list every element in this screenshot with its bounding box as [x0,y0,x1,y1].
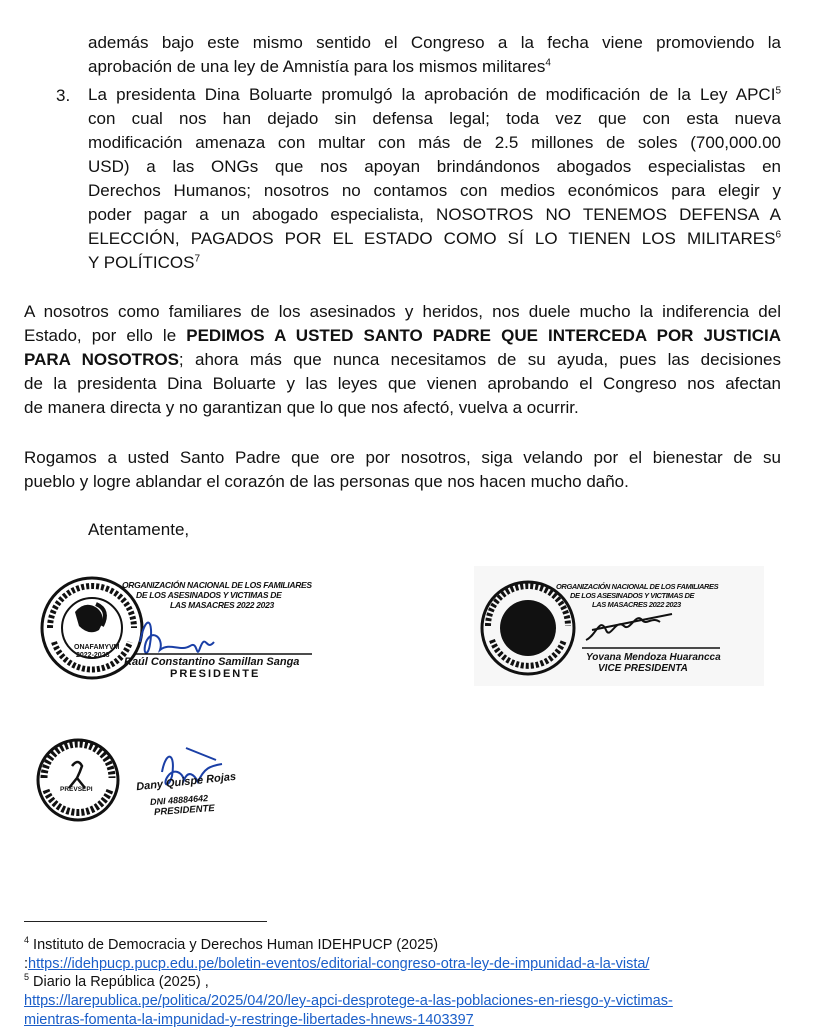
text-line: de manera directa y no garantizan que lo que nos afectó, vuelva a ocurrir. [24,398,579,417]
org-stamp-line: LAS MASACRES 2022 2023 [592,600,681,609]
org-stamp-line: ORGANIZACIÓN NACIONAL DE LOS FAMILIARES [556,582,719,591]
text-line: PARA NOSOTROS; ahora más que nunca necesitamos de su ayuda, pues las decisiones [24,350,781,369]
signer-role: VICE PRESIDENTA [598,663,688,674]
seal-label: PREVSEPI [60,786,93,793]
item2-continuation [88,31,781,79]
footnote-4: $^4$ Instituto de Democracia y Derechos Human IDEHPUCP (2025) [24,935,439,953]
list-number: 3. [56,86,71,105]
text-line: Estado, por ello le PEDIMOS A USTED SANTO PADRE QUE INTERCEDA POR JUSTICIA [24,326,781,345]
footnote-ref[interactable]: 5 [775,85,781,97]
signer-role: PRESIDENTE [170,668,261,680]
text-line: de la presidenta Dina Boluarte y las leyes que vienen aprobando el Congreso nos afectan [24,374,781,393]
footnote-link[interactable]: https://larepublica.pe/politica/2025/04/20/ley-apci-desprotege-a-las-poblaciones-en-riesgo-y-victimas- [24,993,673,1009]
signer-name: Dany Quispe Rojas [135,770,237,794]
seal-years: 2022-2023 [76,652,110,659]
text-line: además bajo este mismo sentido el Congreso a la fecha viene promoviendo la [88,33,781,52]
org-stamp-line: DE LOS ASESINADOS Y VICTIMAS DE [570,591,695,600]
footnote-number: 4 [24,935,30,946]
footnote-4-link-line: :https://idehpucp.pucp.edu.pe/boletin-eventos/editorial-congreso-otra-ley-de-impunidad-a-la-vista/ [24,956,650,972]
footnote-link[interactable]: https://idehpucp.pucp.edu.pe/boletin-eventos/editorial-congreso-otra-ley-de-impunidad-a-la-vista/ [28,956,650,972]
item3-paragraph [88,83,781,275]
org-stamp-line: DE LOS ASESINADOS Y VICTIMAS DE [136,590,282,600]
signature-block-president-2 [36,728,276,828]
footnote-5-link-line-2 [24,1011,474,1029]
text-line: Rogamos a usted Santo Padre que ore por nosotros, siga velando por el bienestar de su [24,448,781,467]
seal-label: ONAFAMYVM [74,644,120,651]
signer-name: Yovana Mendoza Huarancca [586,652,721,663]
signature-block-vice-president [474,566,764,686]
signer-role: PRESIDENTE [153,802,216,819]
paragraph-plea [24,300,781,420]
signer-dni: DNI 48884642 [149,792,209,808]
text-line: pueblo y logre ablandar el corazón de las personas que nos hacen mucho daño. [24,472,629,491]
org-stamp-line: LAS MASACRES 2022 2023 [170,600,274,610]
footnote-ref[interactable]: 6 [775,229,781,241]
footnote-ref[interactable]: 7 [194,253,201,265]
emphasis-text: PARA NOSOTROS [24,350,179,369]
footnote-5-link-line [24,992,673,1010]
footnote-link[interactable]: mientras-fomenta-la-impunidad-y-restringe-libertades-hnews-1403397 [24,1012,474,1028]
footnote-number: 5 [24,972,30,983]
signer-name: Raúl Constantino Samillan Sanga [124,656,300,668]
text-line: poder pagar a un abogado especialista, NOSOTROS NO TENEMOS DEFENSA A [88,205,781,224]
footnote-5: $^5$ Diario la República (2025) , [24,972,209,990]
text-line: Y POLÍTICOS$^7$ [88,253,201,272]
text-line: modificación amenaza con multar con más de 2.5 millones de soles (700,000.00 [88,133,781,152]
text-line: A nosotros como familiares de los asesinados y heridos, nos duele mucho la indiferencia del [24,302,781,321]
emphasis-text: PEDIMOS A USTED SANTO PADRE QUE INTERCEDA POR JUSTICIA [186,326,781,345]
text-line: La presidenta Dina Boluarte promulgó la aprobación de modificación de la Ley APCI$^5$ [88,85,781,104]
text-line: aprobación de una ley de Amnistía para los mismos militares$^4$ [88,57,551,76]
paragraph-prayer [24,446,781,494]
text-line: con cual nos han dejado sin defensa legal; toda vez que con esta nueva [88,109,781,128]
closing-salutation: Atentamente, [88,520,190,539]
org-stamp-line: ORGANIZACIÓN NACIONAL DE LOS FAMILIARES [122,580,312,590]
footnote-divider [24,921,267,922]
text-line: USD) a las ONGs que nos apoyan brindándonos abogados especialistas en [88,157,781,176]
signature-block-president [40,572,340,684]
text-line: ELECCIÓN, PAGADOS POR EL ESTADO COMO SÍ LO TIENEN LOS MILITARES$^6$ [88,229,781,248]
footnote-ref[interactable]: 4 [545,57,551,69]
text-line: Derechos Humanos; nosotros no contamos con medios económicos para elegir y [88,181,781,200]
